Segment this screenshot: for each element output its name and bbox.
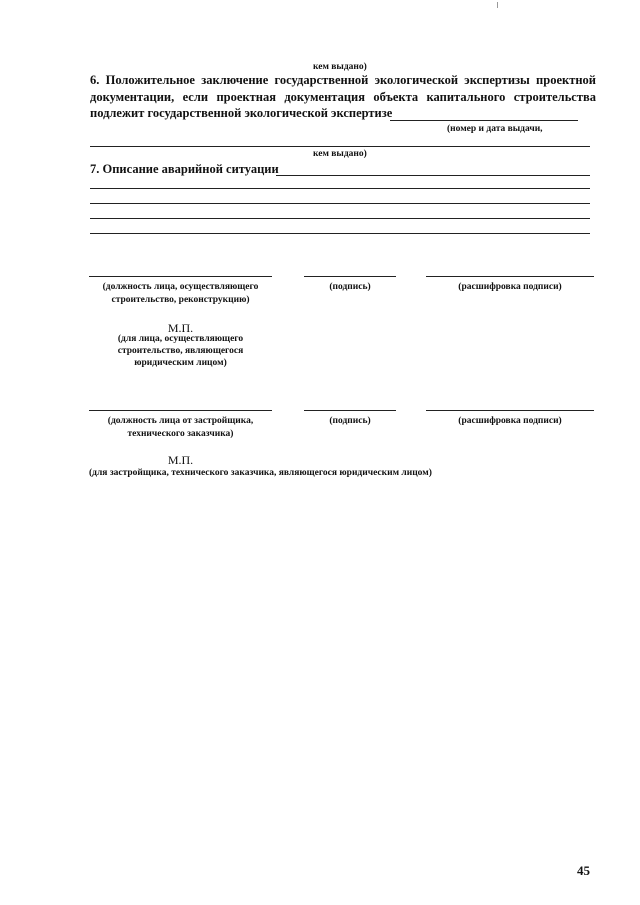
- section7-line-1: [90, 188, 590, 189]
- section6-line3: подлежит государственной экологической экспертизе: [90, 106, 393, 120]
- section7-line-3: [90, 218, 590, 219]
- section6-fill-line: [390, 120, 578, 121]
- sig1-position-line: [89, 276, 272, 277]
- section7-label: 7. Описание аварийной ситуации: [90, 162, 279, 176]
- sig1-decode-caption: (расшифровка подписи): [458, 282, 562, 292]
- section7-line-4: [90, 233, 590, 234]
- sig2-seal-note: (для застройщика, технического заказчика, являющегося юридическим лицом): [89, 468, 432, 478]
- sig1-signature-caption: (подпись): [329, 282, 371, 292]
- sig2-position-line: [89, 410, 272, 411]
- section6-full-line: [90, 146, 590, 147]
- top-caption: кем выдано): [313, 62, 367, 72]
- sig1-seal-note-2: строительство, являющегося: [117, 346, 244, 356]
- section6-line2: документации, если проектная документация объекта капитального строительства: [90, 90, 596, 104]
- sig2-decode-line: [426, 410, 594, 411]
- sig1-position-caption-2: строительство, реконструкцию): [111, 295, 250, 305]
- sig2-signature-line: [304, 410, 396, 411]
- section6-line1: 6. Положительное заключение государственной экологической экспертизы проектной: [90, 73, 596, 87]
- sig1-seal-note-3: юридическим лицом): [134, 358, 227, 368]
- sig1-seal-note-1: (для лица, осуществляющего: [117, 334, 244, 344]
- sig1-decode-line: [426, 276, 594, 277]
- sig2-signature-caption: (подпись): [329, 416, 371, 426]
- section6-caption-center: кем выдано): [313, 149, 367, 159]
- section6-caption-right: (номер и дата выдачи,: [447, 124, 543, 134]
- sig1-seal: М.П.: [167, 321, 194, 335]
- page-number: 45: [577, 863, 590, 878]
- sig2-position-caption-2: технического заказчика): [127, 429, 234, 439]
- scan-mark: [497, 2, 498, 8]
- section7-line-0: [276, 175, 590, 176]
- sig2-position-caption-1: (должность лица от застройщика,: [107, 416, 254, 426]
- sig1-signature-line: [304, 276, 396, 277]
- sig2-seal: М.П.: [167, 453, 194, 467]
- sig1-position-caption-1: (должность лица, осуществляющего: [102, 282, 259, 292]
- sig2-decode-caption: (расшифровка подписи): [458, 416, 562, 426]
- section7-line-2: [90, 203, 590, 204]
